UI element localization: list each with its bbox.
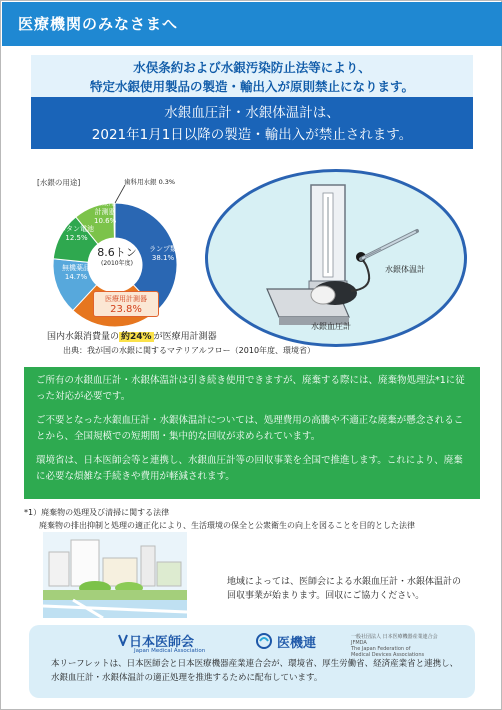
notice-paragraph-3: 環境省は、日本医師会等と連携し、水銀血圧計等の回収事業を全国で推進します。これにより、廃棄に必要な煩雑な手続きや費用が軽減されます。	[36, 455, 463, 482]
jfmda-sub-3: The Japan Federation of	[351, 646, 411, 652]
thermometer-label: 水銀体温計	[385, 265, 425, 274]
slice-label-industrial	[94, 199, 116, 226]
usage-suffix: が医療用計測器	[153, 332, 217, 342]
pie-center-total: 8.6トン	[97, 246, 137, 259]
page-header	[2, 2, 502, 46]
jma-logo-icon	[118, 634, 128, 646]
slice-inorganic-value: 14.7%	[64, 273, 88, 281]
chart-title: [水銀の用途]	[37, 178, 81, 187]
slice-label-lamp	[149, 245, 177, 263]
slice-lamp-value: 38.1%	[151, 254, 175, 262]
slice-industrial-name-1: 工業用	[94, 199, 116, 207]
collection-line-1: 地域によっては、医師会による水銀血圧計・水銀体温計の	[227, 577, 462, 587]
page-title: 医療機関のみなさまへ	[18, 15, 179, 33]
ban-line-1: 水銀血圧計・水銀体温計は、	[164, 105, 340, 121]
jfmda-sub-1: 一般社団法人 日本医療機器産業連合会	[351, 634, 438, 640]
medical-callout-value: 23.8%	[110, 304, 142, 315]
medical-instruments-callout	[93, 291, 159, 317]
jma-name: 日本医師会	[129, 635, 195, 650]
jma-english-name: Japan Medical Association	[134, 648, 206, 654]
collection-line-2: 回収事業が始まります。回収にご協力ください。	[227, 591, 425, 601]
notice-paragraph-1: ご所有の水銀血圧計・水銀体温計は引き続き使用できますが、廃棄する際には、廃棄物処理法*1に従った対応が必要です。	[36, 375, 465, 402]
slice-lamp-name: ランプ類	[149, 245, 177, 253]
footer-text: 本リーフレットは、日本医師会と日本医療機器産業連合会が、環境省、厚生労働省、経済産業省と連携し、水銀血圧計・水銀体温計の適正処理を推進するために配布しています。	[51, 659, 459, 683]
jfmda-sub-2: JFMDA	[351, 640, 367, 646]
jfmda-subtitle	[351, 634, 438, 658]
usage-highlight: 約24%	[121, 332, 152, 342]
slice-industrial-value: 10.6%	[94, 217, 117, 225]
medical-callout-label: 医療用計測器	[105, 295, 147, 303]
regulation-line-1: 水俣条約および水銀汚染防止法等により、	[133, 60, 371, 75]
slice-label-dental	[124, 177, 175, 186]
regulation-banner	[31, 55, 473, 97]
slice-battery-value: 12.5%	[65, 234, 88, 242]
ban-line-2: 2021年1月1日以降の製造・輸出入が禁止されます。	[91, 127, 413, 143]
slice-label-inorganic	[62, 264, 90, 282]
usage-prefix: 国内水銀消費量の	[47, 332, 120, 342]
footnote-title: *1）廃棄物の処理及び清掃に関する法律	[24, 508, 170, 517]
town-illustration	[43, 532, 187, 618]
slice-battery-name: ボタン電池	[59, 225, 94, 233]
jfmda-logo-icon	[255, 632, 273, 650]
regulation-line-2: 特定水銀使用製品の製造・輸出入が原則禁止になります。	[89, 79, 414, 94]
mercury-devices-illustration	[211, 171, 463, 341]
slice-inorganic-name: 無機薬品	[62, 264, 90, 272]
source-citation: 出典：我が国の水銀に関するマテリアルフロー（2010年度、環境省）	[63, 346, 316, 355]
bp-monitor-icon	[267, 185, 369, 325]
slice-dental-name: 歯科用水銀	[124, 178, 157, 186]
slice-label-battery	[59, 225, 94, 243]
bp-monitor-label: 水銀血圧計	[311, 322, 351, 331]
ban-date-banner	[31, 97, 473, 149]
slice-industrial-name-2: 計測器	[94, 208, 116, 216]
notice-paragraph-2: ご不要となった水銀血圧計・水銀体温計については、処理費用の高騰や不適正な廃棄が懸念されることから、全国規模での短期間・集中的な回収が求められています。	[36, 415, 464, 442]
jfmda-name: 医機連	[277, 636, 317, 651]
notice-box	[24, 367, 480, 499]
footnote-body: 廃棄物の排出抑制と処理の適正化により、生活環境の保全と公衆衛生の向上を図ることを目的とした法律	[39, 521, 415, 530]
usage-statement	[47, 329, 217, 342]
collection-notice	[227, 575, 461, 603]
thermometer-icon	[361, 231, 417, 259]
dental-leader-line	[115, 185, 125, 203]
jfmda-sub-4: Medical Devices Associations	[351, 652, 425, 658]
pie-center-year: (2010年度)	[101, 260, 133, 267]
slice-dental-value: 0.3%	[158, 178, 176, 186]
